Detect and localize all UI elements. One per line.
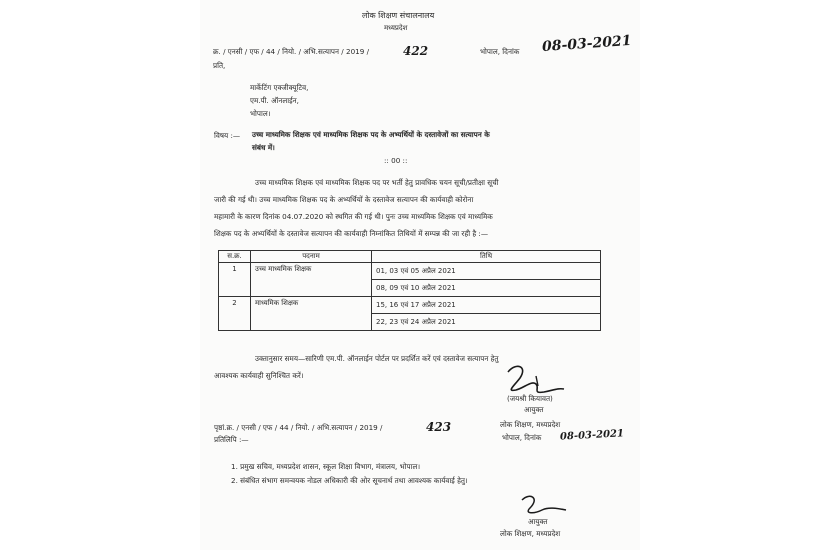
row-post: माध्यमिक शिक्षक (251, 297, 372, 331)
row-date: 08, 09 एवं 10 अप्रैल 2021 (372, 280, 601, 297)
table-header-row (219, 251, 601, 263)
copy-label: प्रतिलिपि :— (214, 435, 249, 444)
to-label: प्रति, (213, 61, 226, 70)
closing-line-1: उक्तानुसार समय—सारिणी एम.पी. ऑनलाईन पोर्टल पर प्रदर्शित करें एवं दस्तावेज सत्यापन हेतु (255, 354, 499, 363)
copy-item-2: 2. संबंधित संभाग समन्वयक नोडल अधिकारी की ओर सूचनार्थ तथा आवश्यक कार्यवाई हेतु। (231, 476, 468, 485)
body-line-3: महामारी के कारण दिनांक 04.07.2020 को स्थगित की गई थी। पुनः उच्च माध्यमिक शिक्षक एवं माध्यमिक (214, 212, 493, 221)
endorsement-number-handwritten: 423 (426, 420, 452, 434)
subject-line-1: उच्च माध्यमिक शिक्षक एवं माध्यमिक शिक्षक पद के अभ्यर्थियों के दस्तावेजों का सत्यापन के (252, 130, 490, 139)
reference-number-handwritten: 422 (403, 44, 429, 58)
column-header-sno: स.क्र. (219, 251, 251, 263)
reference-date-handwritten: 08-03-2021 (541, 32, 633, 56)
row-date: 22, 23 एवं 24 अप्रैल 2021 (372, 314, 601, 331)
signature-mark (502, 362, 572, 398)
signatory-office: लोक शिक्षण, मध्यप्रदेश (500, 420, 561, 429)
row-sno: 2 (219, 297, 251, 331)
office-title: लोक शिक्षण संचालनालय (362, 11, 435, 20)
copy-item-1: 1. प्रमुख सचिव, मध्यप्रदेश शासन, स्कूल शिक्षा विभाग, मंत्रालय, भोपाल। (231, 462, 421, 471)
state-name: मध्यप्रदेश (384, 24, 408, 32)
body-line-2: जारी की गई थी। उच्च माध्यमिक शिक्षक पद के अभ्यर्थियों के दस्तावेज सत्यापन की कार्यवाही कोरोना (214, 195, 474, 204)
footer-office: लोक शिक्षण, मध्यप्रदेश (500, 529, 561, 538)
row-date: 01, 03 एवं 05 अप्रैल 2021 (372, 263, 601, 280)
subject-label: विषय :— (214, 131, 241, 140)
recipient-line-1: मार्केटिंग एक्जीक्यूटिव, (250, 83, 309, 92)
schedule-table (218, 250, 601, 331)
recipient-line-3: भोपाल। (250, 109, 271, 118)
signatory-date-handwritten: 08-03-2021 (559, 428, 625, 443)
subject-line-2: संबंध में। (252, 143, 275, 152)
signatory-name: (जयश्री कियावत) (507, 394, 553, 403)
body-line-1: उच्च माध्यमिक शिक्षक एवं माध्यमिक शिक्षक पद पर भर्ती हेतु प्रावधिक चयन सूची/प्रतीक्षा सूची (255, 178, 499, 187)
recipient-line-2: एम.पी. ऑनलाईन, (250, 96, 299, 105)
footer-designation: आयुक्त (528, 517, 548, 526)
row-post: उच्च माध्यमिक शिक्षक (251, 263, 372, 297)
endorsement-number: पृष्ठां.क्र. / एनसी / एफ / 44 / नियो. / अभि.सत्यापन / 2019 / (214, 423, 383, 432)
body-line-4: शिक्षक पद के अभ्यर्थियों के दस्तावेज सत्यापन की कार्यवाही निम्नांकित तिथियों में सम्पन्न की जा रही है :— (214, 229, 489, 238)
row-sno: 1 (219, 263, 251, 297)
closing-line-2: आवश्यक कार्यवाही सुनिश्चित करें। (214, 371, 304, 380)
column-header-dates: तिथि (372, 251, 601, 263)
subject-separator: :: 00 :: (384, 156, 408, 165)
reference-number: क्र. / एनसी / एफ / 44 / नियो. / अभि.सत्यापन / 2019 / (213, 47, 369, 56)
reference-place-date-label: भोपाल, दिनांक (480, 47, 520, 56)
signatory-designation: आयुक्त (524, 405, 544, 414)
row-date: 15, 16 एवं 17 अप्रैल 2021 (372, 297, 601, 314)
table-row (219, 297, 601, 314)
column-header-post: पदनाम (251, 251, 372, 263)
table-row (219, 263, 601, 280)
signatory-place-date-label: भोपाल, दिनांक (502, 433, 542, 442)
